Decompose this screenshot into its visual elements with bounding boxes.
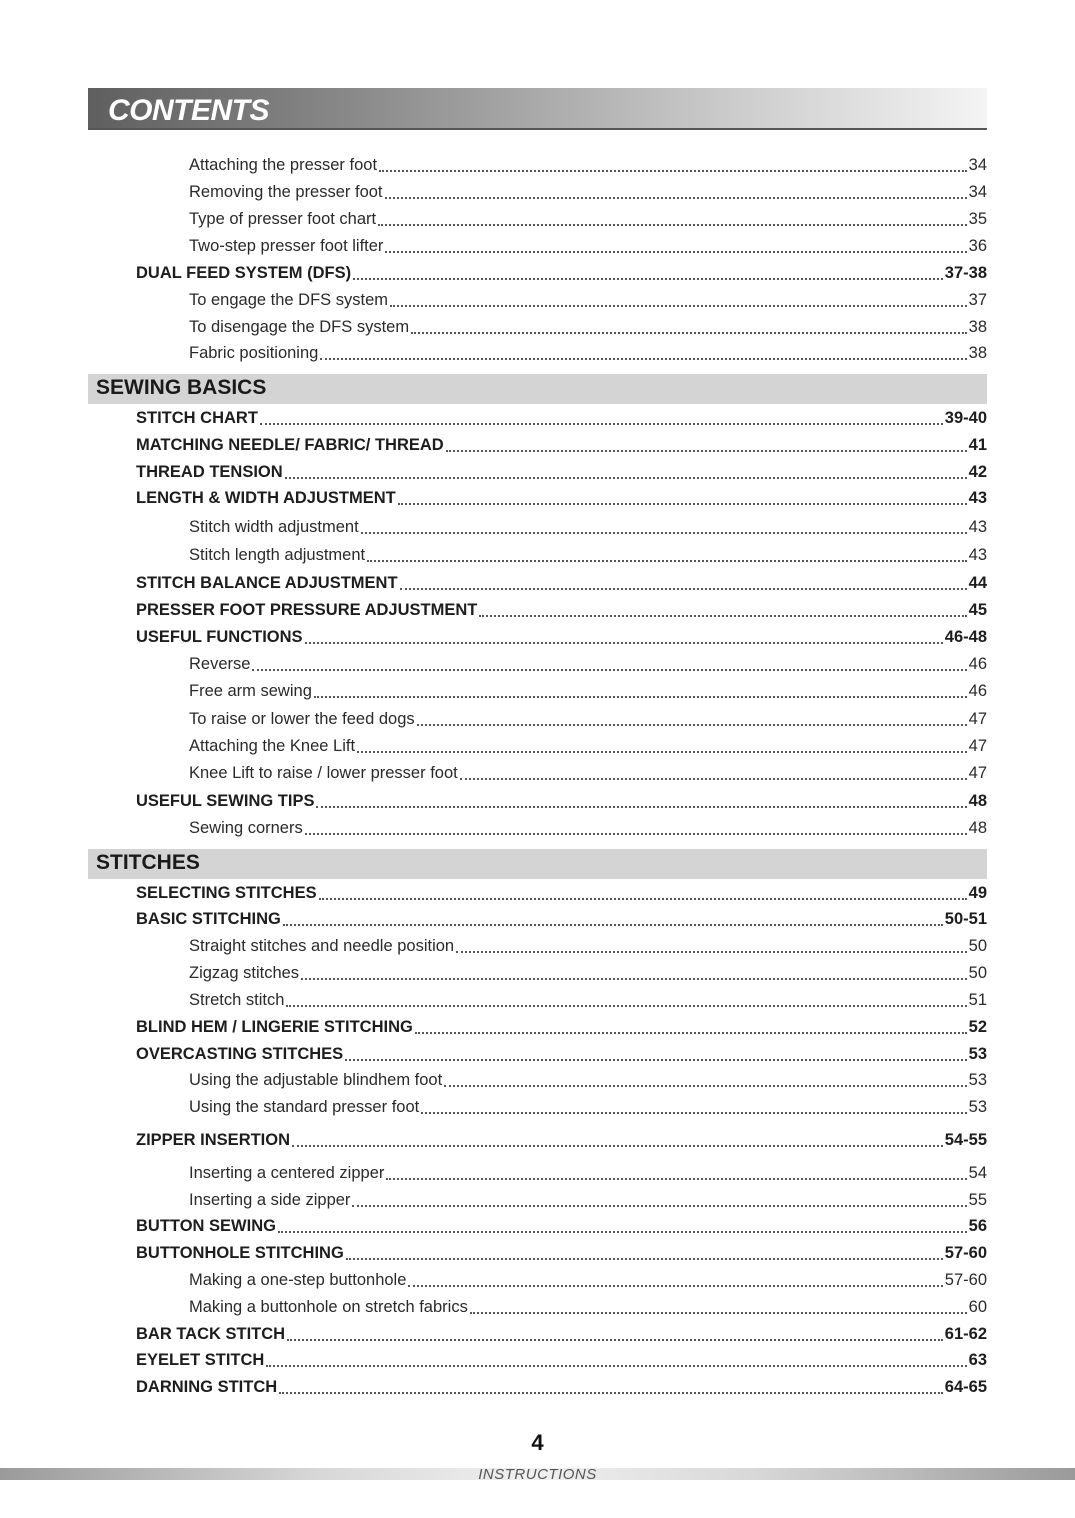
dot-leader — [319, 898, 967, 900]
toc-entry-label: To raise or lower the feed dogs — [189, 710, 415, 728]
toc-chapter-entry[interactable] — [136, 625, 987, 649]
dot-leader — [278, 1231, 967, 1233]
toc-entry-label: Fabric positioning — [189, 344, 319, 362]
toc-entry-label: STITCH CHART — [136, 409, 258, 427]
toc-subentry[interactable] — [189, 761, 987, 785]
page-number: 4 — [531, 1430, 544, 1455]
toc-subentry[interactable] — [189, 207, 987, 231]
toc-entry-page: 39-40 — [944, 409, 987, 427]
toc-entry-label: EYELET STITCH — [136, 1351, 265, 1369]
toc-entry-page: 41 — [968, 436, 987, 454]
toc-entry-page: 35 — [968, 210, 987, 228]
toc-subentry[interactable] — [189, 1068, 987, 1092]
toc-entry-page: 47 — [968, 764, 987, 782]
toc-entry-page: 54-55 — [944, 1131, 987, 1149]
toc-chapter-entry[interactable] — [136, 1015, 987, 1039]
toc-chapter-entry[interactable] — [136, 460, 987, 484]
toc-entry-page: 42 — [968, 463, 987, 481]
dot-leader — [379, 170, 967, 172]
toc-entry-page: 55 — [968, 1191, 987, 1209]
toc-subentry[interactable] — [189, 315, 987, 339]
toc-subentry[interactable] — [189, 1295, 987, 1319]
toc-entry-page: 43 — [968, 546, 987, 564]
toc-entry-label: Two-step presser foot lifter — [189, 237, 384, 255]
dot-leader — [352, 1205, 966, 1207]
toc-entry-page: 57-60 — [944, 1271, 987, 1289]
toc-entry-label: To engage the DFS system — [189, 291, 389, 309]
toc-entry-label: PRESSER FOOT PRESSURE ADJUSTMENT — [136, 601, 478, 619]
toc-entry-page: 56 — [968, 1217, 987, 1235]
toc-entry-page: 50 — [968, 937, 987, 955]
toc-entry-page: 37-38 — [944, 264, 987, 282]
toc-entry-page: 53 — [968, 1098, 987, 1116]
toc-chapter-entry[interactable] — [136, 1241, 987, 1265]
toc-entry-page: 53 — [968, 1045, 987, 1063]
dot-leader — [357, 751, 967, 753]
toc-entry-page: 37 — [968, 291, 987, 309]
dot-leader — [305, 833, 967, 835]
toc-entry-page: 49 — [968, 884, 987, 902]
toc-entry-page: 60 — [968, 1298, 987, 1316]
toc-entry-page: 48 — [968, 792, 987, 810]
toc-chapter-entry[interactable] — [136, 1214, 987, 1238]
dot-leader — [286, 1005, 966, 1007]
toc-subentry[interactable] — [189, 288, 987, 312]
toc-subentry[interactable] — [189, 961, 987, 985]
dot-leader — [444, 1085, 966, 1087]
toc-entry-label: BAR TACK STITCH — [136, 1325, 286, 1343]
toc-entry-page: 43 — [968, 489, 987, 507]
dot-leader — [390, 305, 967, 307]
dot-leader — [479, 615, 966, 617]
dot-leader — [460, 778, 967, 780]
toc-subentry[interactable] — [189, 543, 987, 567]
toc-chapter-entry[interactable] — [136, 907, 987, 931]
dot-leader — [400, 588, 967, 590]
section-header-bar — [88, 374, 987, 404]
dot-leader — [421, 1112, 966, 1114]
toc-chapter-entry[interactable] — [136, 1042, 987, 1066]
toc-entry-label: Removing the presser foot — [189, 183, 383, 201]
toc-entry-page: 46 — [968, 655, 987, 673]
toc-entry-label: LENGTH & WIDTH ADJUSTMENT — [136, 489, 396, 507]
toc-entry-page: 38 — [968, 318, 987, 336]
dot-leader — [385, 197, 967, 199]
toc-entry-page: 51 — [968, 991, 987, 1009]
dot-leader — [283, 924, 943, 926]
toc-chapter-entry[interactable] — [136, 1348, 987, 1372]
dot-leader — [285, 477, 967, 479]
toc-chapter-entry[interactable] — [136, 1322, 987, 1346]
dot-leader — [320, 358, 966, 360]
toc-entry-label: Stretch stitch — [189, 991, 285, 1009]
toc-entry-label: USEFUL FUNCTIONS — [136, 628, 303, 646]
toc-entry-label: To disengage the DFS system — [189, 318, 410, 336]
dot-leader — [415, 1032, 967, 1034]
toc-entry-label: Stitch length adjustment — [189, 546, 366, 564]
toc-entry-label: Stitch width adjustment — [189, 518, 359, 536]
toc-entry-page: 47 — [968, 710, 987, 728]
toc-entry-page: 44 — [968, 574, 987, 592]
toc-chapter-entry[interactable] — [136, 598, 987, 622]
toc-subentry[interactable] — [189, 153, 987, 177]
toc-chapter-entry[interactable] — [136, 406, 987, 430]
toc-entry-label: Attaching the presser foot — [189, 156, 378, 174]
toc-entry-page: 53 — [968, 1071, 987, 1089]
dot-leader — [378, 224, 967, 226]
toc-entry-label: BLIND HEM / LINGERIE STITCHING — [136, 1018, 413, 1036]
toc-entry-label: Making a buttonhole on stretch fabrics — [189, 1298, 468, 1316]
toc-entry-label: DARNING STITCH — [136, 1378, 278, 1396]
toc-entry-page: 43 — [968, 518, 987, 536]
toc-chapter-entry[interactable] — [136, 789, 987, 813]
toc-entry-label: Straight stitches and needle position — [189, 937, 455, 955]
toc-entry-label: Type of presser foot chart — [189, 210, 377, 228]
toc-entry-page: 50-51 — [944, 910, 987, 928]
toc-entry-label: DUAL FEED SYSTEM (DFS) — [136, 264, 352, 282]
toc-chapter-entry[interactable] — [136, 1128, 987, 1152]
toc-entry-page: 57-60 — [944, 1244, 987, 1262]
toc-entry-label: Attaching the Knee Lift — [189, 737, 356, 755]
dot-leader — [411, 332, 967, 334]
toc-entry-label: MATCHING NEEDLE/ FABRIC/ THREAD — [136, 436, 444, 454]
toc-chapter-entry[interactable] — [136, 1375, 987, 1399]
toc-subentry[interactable] — [189, 652, 987, 676]
dot-leader — [252, 669, 966, 671]
toc-subentry[interactable] — [189, 816, 987, 840]
toc-subentry[interactable] — [189, 707, 987, 731]
toc-subentry[interactable] — [189, 1268, 987, 1292]
contents-header-bar — [88, 88, 987, 130]
dot-leader — [470, 1312, 967, 1314]
toc-entry-label: ZIPPER INSERTION — [136, 1131, 291, 1149]
footer-label: INSTRUCTIONS — [478, 1466, 597, 1483]
toc-entry-page: 54 — [968, 1164, 987, 1182]
dot-leader — [398, 503, 967, 505]
toc-entry-label: BASIC STITCHING — [136, 910, 281, 928]
dot-leader — [408, 1285, 942, 1287]
toc-entry-label: Knee Lift to raise / lower presser foot — [189, 764, 458, 782]
toc-entry-label: SELECTING STITCHES — [136, 884, 317, 902]
toc-entry-label: THREAD TENSION — [136, 463, 283, 481]
toc-chapter-entry[interactable] — [136, 881, 987, 905]
dot-leader — [456, 951, 967, 953]
toc-entry-page: 34 — [968, 156, 987, 174]
toc-entry-label: Reverse — [189, 655, 251, 673]
toc-subentry[interactable] — [189, 341, 987, 365]
dot-leader — [367, 560, 967, 562]
toc-entry-page: 50 — [968, 964, 987, 982]
toc-chapter-entry[interactable] — [136, 261, 987, 285]
dot-leader — [446, 450, 967, 452]
toc-entry-page: 45 — [968, 601, 987, 619]
toc-entry-label: USEFUL SEWING TIPS — [136, 792, 315, 810]
dot-leader — [314, 696, 967, 698]
toc-subentry[interactable] — [189, 234, 987, 258]
section-title: SEWING BASICS — [96, 376, 267, 399]
toc-entry-page: 38 — [968, 344, 987, 362]
toc-subentry[interactable] — [189, 1095, 987, 1119]
toc-entry-label: Using the adjustable blindhem foot — [189, 1071, 443, 1089]
toc-subentry[interactable] — [189, 734, 987, 758]
toc-entry-page: 34 — [968, 183, 987, 201]
toc-entry-page: 46-48 — [944, 628, 987, 646]
toc-entry-page: 46 — [968, 682, 987, 700]
toc-entry-label: Zigzag stitches — [189, 964, 300, 982]
dot-leader — [266, 1365, 966, 1367]
toc-entry-label: BUTTON SEWING — [136, 1217, 276, 1235]
section-header-bar — [88, 849, 987, 879]
dot-leader — [346, 1258, 943, 1260]
toc-chapter-entry[interactable] — [136, 433, 987, 457]
toc-subentry[interactable] — [189, 1161, 987, 1185]
page-title: CONTENTS — [108, 94, 269, 127]
dot-leader — [260, 423, 943, 425]
dot-leader — [279, 1392, 943, 1394]
dot-leader — [301, 978, 967, 980]
dot-leader — [385, 251, 966, 253]
dot-leader — [316, 806, 966, 808]
dot-leader — [353, 278, 943, 280]
toc-entry-page: 64-65 — [944, 1378, 987, 1396]
toc-subentry[interactable] — [189, 934, 987, 958]
toc-subentry[interactable] — [189, 515, 987, 539]
toc-entry-label: Making a one-step buttonhole — [189, 1271, 407, 1289]
toc-chapter-entry[interactable] — [136, 571, 987, 595]
toc-entry-page: 52 — [968, 1018, 987, 1036]
toc-subentry[interactable] — [189, 1188, 987, 1212]
toc-entry-label: Inserting a centered zipper — [189, 1164, 385, 1182]
toc-subentry[interactable] — [189, 180, 987, 204]
dot-leader — [345, 1059, 966, 1061]
toc-entry-label: Using the standard presser foot — [189, 1098, 420, 1116]
toc-entry-page: 36 — [968, 237, 987, 255]
toc-entry-label: BUTTONHOLE STITCHING — [136, 1244, 344, 1262]
section-title: STITCHES — [96, 851, 200, 874]
toc-entry-label: OVERCASTING STITCHES — [136, 1045, 344, 1063]
toc-entry-page: 48 — [968, 819, 987, 837]
toc-entry-label: Free arm sewing — [189, 682, 312, 700]
toc-entry-label: STITCH BALANCE ADJUSTMENT — [136, 574, 398, 592]
toc-subentry[interactable] — [189, 679, 987, 703]
dot-leader — [292, 1145, 943, 1147]
dot-leader — [417, 724, 967, 726]
toc-subentry[interactable] — [189, 988, 987, 1012]
toc-entry-label: Inserting a side zipper — [189, 1191, 351, 1209]
dot-leader — [386, 1178, 966, 1180]
toc-entry-page: 61-62 — [944, 1325, 987, 1343]
toc-entry-page: 47 — [968, 737, 987, 755]
dot-leader — [361, 532, 967, 534]
dot-leader — [287, 1339, 943, 1341]
dot-leader — [305, 642, 943, 644]
toc-entry-label: Sewing corners — [189, 819, 303, 837]
toc-entry-page: 63 — [968, 1351, 987, 1369]
toc-chapter-entry[interactable] — [136, 486, 987, 510]
